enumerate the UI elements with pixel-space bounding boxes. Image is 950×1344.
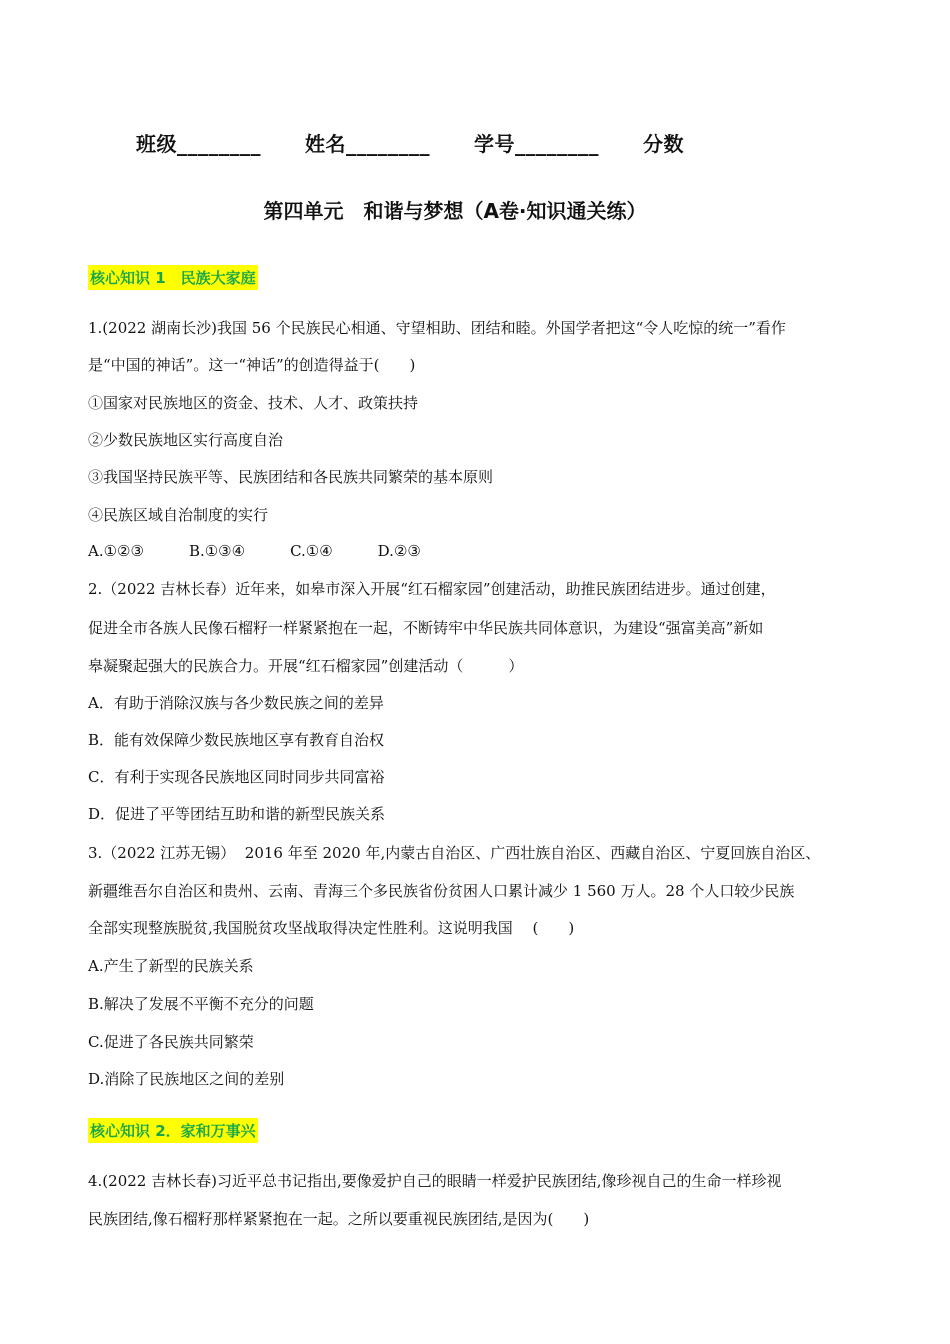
name-field: 姓名________: [305, 132, 430, 156]
q1-statement-1: ①国家对民族地区的资金、技术、人才、政策扶持: [88, 394, 419, 412]
q2-option-a: A．有助于消除汉族与各少数民族之间的差异: [88, 694, 384, 712]
q3-option-a: A.产生了新型的民族关系: [88, 957, 254, 975]
q4-stem-line-2: 民族团结,像石榴籽那样紧紧抱在一起。之所以要重视民族团结,是因为( ): [88, 1210, 590, 1228]
class-field: 班级________: [136, 132, 261, 156]
q1-stem-line-2: 是“中国的神话”。这一“神话”的创造得益于( ): [88, 356, 416, 374]
q1-statement-4: ④民族区域自治制度的实行: [88, 506, 269, 524]
q3-option-c: C.促进了各民族共同繁荣: [88, 1033, 254, 1051]
q3-option-b: B.解决了发展不平衡不充分的问题: [88, 995, 314, 1013]
q3-option-d: D.消除了民族地区之间的差别: [88, 1070, 285, 1088]
q2-stem-line-1: 2.（2022 吉林长春）近年来，如皋市深入开展“红石榴家园”创建活动，助推民族团结进步。通过创建，: [88, 580, 776, 598]
q2-option-b: B．能有效保障少数民族地区享有教育自治权: [88, 731, 385, 749]
q1-statement-2: ②少数民族地区实行高度自治: [88, 431, 284, 449]
q1-statement-3: ③我国坚持民族平等、民族团结和各民族共同繁荣的基本原则: [88, 468, 494, 486]
q4-stem-line-1: 4.(2022 吉林长春)习近平总书记指出,要像爱护自己的眼睛一样爱护民族团结,像珍视自己的生命一样珍视: [88, 1172, 782, 1190]
section-heading-2: 核心知识 2．家和万事兴: [88, 1118, 258, 1143]
q3-stem-line-2: 新疆维吾尔自治区和贵州、云南、青海三个多民族省份贫困人口累计减少 1 560 万人。28 个人口较少民族: [88, 882, 795, 900]
score-field: 分数: [643, 132, 684, 156]
q3-stem-line-3: 全部实现整族脱贫,我国脱贫攻坚战取得决定性胜利。这说明我国 ( ): [88, 919, 575, 937]
student-id-field: 学号________: [474, 132, 599, 156]
student-info-header: [136, 128, 684, 157]
q1-choices: A.①②③ B.①③④ C.①④ D.②③: [88, 542, 421, 560]
q2-stem-line-2: 促进全市各族人民像石榴籽一样紧紧抱在一起，不断铸牢中华民族共同体意识，为建设“强富美高”新如: [88, 619, 764, 637]
q2-option-d: D．促进了平等团结互助和谐的新型民族关系: [88, 805, 386, 823]
q3-stem-line-1: 3.（2022 江苏无锡） 2016 年至 2020 年,内蒙古自治区、广西壮族自治区、西藏自治区、宁夏回族自治区、: [88, 844, 821, 862]
q2-stem-line-3: 皋凝聚起强大的民族合力。开展“红石榴家园”创建活动（ ）: [88, 657, 524, 675]
q1-stem-line-1: 1.(2022 湖南长沙)我国 56 个民族民心相通、守望相助、团结和睦。外国学者把这“令人吃惊的统一”看作: [88, 319, 786, 337]
page-title: 第四单元 和谐与梦想（A卷·知识通关练）: [263, 199, 647, 223]
q2-option-c: C．有利于实现各民族地区同时同步共同富裕: [88, 768, 385, 786]
section-heading-1: 核心知识 1 民族大家庭: [88, 265, 258, 290]
